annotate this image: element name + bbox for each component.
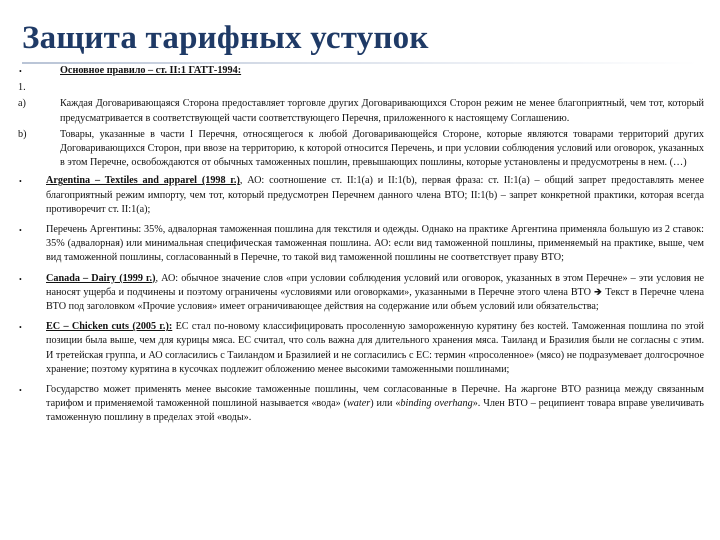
list-number: 1. (18, 82, 26, 94)
list-number-row (14, 81, 704, 95)
argentina-schedule-text: Перечень Аргентины: 35%, адвалорная таможенная пошлина для текстиля и одежды. Однако на практике Аргентина применяла большую из 2 ставок: 35% (адвалорная) или минимальная специфическая таможенная пошлина. АО: если вид таможенной пошлины, применяемый на практике, выше, чем вид таможенной пошлины, согласованный в Перечне, то такой вид таможенной пошлины не соответствует праву ВТО; (46, 224, 704, 264)
case-title-canada: Canada – Dairy (1999 г.) (46, 272, 156, 284)
case-text-canada: , АО: обычное значение слов «при условии соблюдения условий или оговорок, указанных в этом Перечне» – эти условия не наносят ущерба и подчинены и поэтому ограничены «условиями или оговорками», указанными в Перечне этого члена ВТО 🡺 Текст в Перечне члена ВТО под заголовком «Прочие условия» имеет ограничивающее действия на содержание или объем условий или обязательства; (46, 272, 704, 313)
sub-marker-a: a) (18, 98, 26, 110)
bullet-main-rule (14, 64, 704, 79)
bullet-marker: • (19, 67, 22, 76)
overhang-text-b: ) или « (370, 398, 401, 410)
bullet-marker: • (19, 274, 22, 284)
bullet-marker: • (19, 323, 22, 333)
slide-title: Защита тарифных уступок (22, 20, 429, 56)
overhang-text-a: Государство может применять менее высокие таможенные пошлины, чем согласованные в Перечне. На жаргоне ВТО разница между связанным тарифом и применяемой таможенной пошлиной называется «вода» ( (46, 384, 704, 410)
main-rule-heading: Основное правило – ст. II:1 ГАТТ-1994: (60, 65, 242, 76)
bullet-ec-chicken (14, 320, 704, 377)
bullet-marker: • (19, 386, 22, 396)
case-title-ec: EC – Chicken cuts (2005 г.): (46, 321, 173, 333)
bullet-binding-overhang (14, 383, 704, 426)
bullet-marker: • (19, 177, 22, 187)
term-binding-overhang: binding overhang (400, 398, 473, 410)
bullet-argentina-textiles (14, 174, 704, 217)
case-title-argentina: Argentina – Textiles and apparel (1998 г.) (46, 175, 240, 187)
case-text-ec: ЕС стал по-новому классифицировать просоленную замороженную курятину без костей. Таможенная пошлина по этой позиции была выше, чем для курицы мяса. ЕС считал, что соль важна для длительного хранения мяса. Таиланд и Бразилия были не согласны с этим. И третейская группа, и АО согласились с Таиландом и Бразилией и не согласились с ЕС: термин «просоленное» (мясо) не подразумевает долгосрочное хранение; поэтому курятина в кусочках подлежит обложению менее высокими таможенными пошлинами; (46, 321, 704, 375)
slide-body (14, 64, 704, 426)
bullet-argentina-schedule (14, 223, 704, 266)
sub-item-b (14, 128, 704, 171)
sub-item-b-text: Товары, указанные в части I Перечня, относящегося к любой Договаривающейся Стороне, которые являются товарами территорий других Договаривающихся Сторон, при ввозе на территорию, к которой относится Перечень, и при условии соблюдения условий или оговорок, указанных в этом Перечне, освобождаются от обычных таможенных пошлин, превышающих пошлины, которые установлены и предусмотрены в нем. (…) (60, 128, 704, 169)
term-water: water (347, 398, 371, 410)
sub-item-a-text: Каждая Договаривающаяся Сторона предоставляет торговле других Договаривающихся Сторон режим не менее благоприятный, чем тот, который предусматривается в соответствующей части соответствующего Перечня, приложенного к настоящему Соглашению. (60, 98, 704, 124)
bullet-canada-dairy (14, 272, 704, 315)
sub-item-a (14, 97, 704, 125)
case-text-argentina: , АО: соотношение ст. II:1(a) и II:1(b), первая фраза: ст. II:1(a) – общий запрет предоставлять менее благоприятный режим импорту, чем тот, который предусмотрен Перечнем данного члена ВТО; II:1(b) – запрет конкретной практики, которая всегда противоречит ст. II:1(a); (46, 175, 704, 215)
bullet-marker: • (19, 226, 22, 236)
sub-marker-b: b) (18, 128, 27, 140)
overhang-text-c: ». Член ВТО – реципиент товара вправе увеличивать таможенную пошлину в пределах этой «воды». (46, 398, 704, 424)
